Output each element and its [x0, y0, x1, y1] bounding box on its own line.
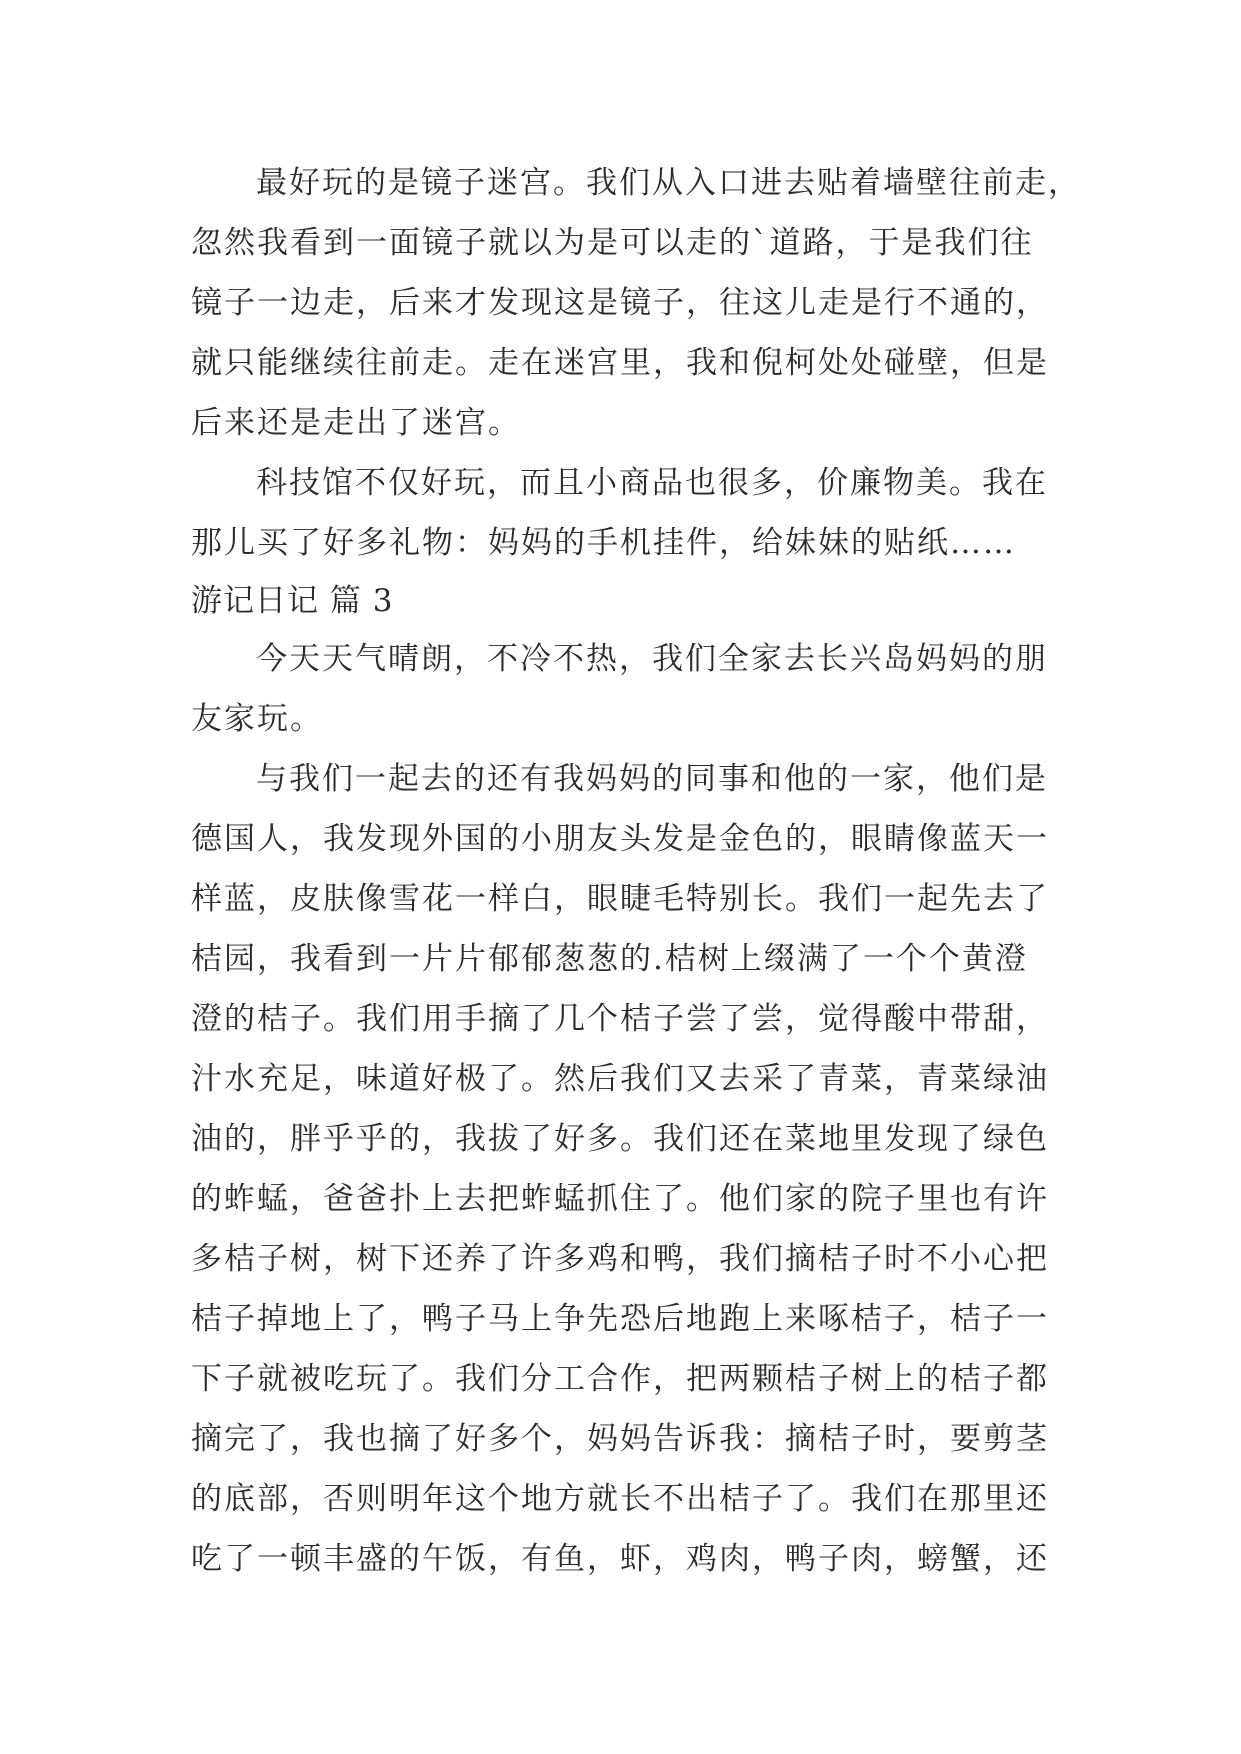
text-line: 最好玩的是镜子迷宫。我们从入口进去贴着墙壁往前走，: [256, 165, 1081, 201]
text-line: 汁水充足，味道好极了。然后我们又去采了青菜，青菜绿油: [191, 1061, 1049, 1097]
text-line: 多桔子树，树下还养了许多鸡和鸭，我们摘桔子时不小心把: [191, 1241, 1049, 1277]
paragraph-orchard: [191, 749, 1071, 1589]
text-line: 今天天气晴朗，不冷不热，我们全家去长兴岛妈妈的朋: [256, 641, 1048, 677]
text-line: 桔子掉地上了，鸭子马上争先恐后地跑上来啄桔子，桔子一: [191, 1301, 1049, 1337]
text-line: 科技馆不仅好玩，而且小商品也很多，价廉物美。我在: [256, 465, 1048, 501]
section-heading: 游记日记 篇 3: [191, 583, 394, 619]
text-line: 下子就被吃玩了。我们分工合作，把两颗桔子树上的桔子都: [191, 1361, 1049, 1397]
document-body: [191, 153, 1081, 1589]
text-line: 的蚱蜢，爸爸扑上去把蚱蜢抓住了。他们家的院子里也有许: [191, 1181, 1049, 1217]
text-line: 镜子一边走，后来才发现这是镜子，往这儿走是行不通的，: [191, 285, 1049, 321]
text-line: 德国人，我发现外国的小朋友头发是金色的，眼睛像蓝天一: [191, 821, 1049, 857]
text-line: 油的，胖乎乎的，我拔了好多。我们还在菜地里发现了绿色: [191, 1121, 1049, 1157]
text-line: 就只能继续往前走。走在迷宫里，我和倪柯处处碰壁，但是: [191, 345, 1049, 381]
text-line: 样蓝，皮肤像雪花一样白，眼睫毛特别长。我们一起先去了: [191, 881, 1049, 917]
text-line: 与我们一起去的还有我妈妈的同事和他的一家，他们是: [256, 761, 1048, 797]
text-line: 忽然我看到一面镜子就以为是可以走的`道路，于是我们往: [191, 225, 1034, 261]
paragraph-maze: [191, 153, 1081, 453]
text-line: 后来还是走出了迷宫。: [191, 405, 521, 441]
paragraph-weather: [191, 629, 1071, 749]
text-line: 的底部，否则明年这个地方就长不出桔子了。我们在那里还: [191, 1481, 1049, 1517]
text-line: 吃了一顿丰盛的午饭，有鱼，虾，鸡肉，鸭子肉，螃蟹，还: [191, 1541, 1049, 1577]
text-line: 澄的桔子。我们用手摘了几个桔子尝了尝，觉得酸中带甜，: [191, 1001, 1049, 1037]
paragraph-gifts: [191, 453, 1071, 573]
text-line: 那儿买了好多礼物：妈妈的手机挂件，给妹妹的贴纸……: [191, 525, 1016, 561]
text-line: 摘完了，我也摘了好多个，妈妈告诉我：摘桔子时，要剪茎: [191, 1421, 1049, 1457]
text-line: 桔园，我看到一片片郁郁葱葱的.桔树上缀满了一个个黄澄: [191, 941, 1028, 977]
text-line: 友家玩。: [191, 701, 323, 737]
